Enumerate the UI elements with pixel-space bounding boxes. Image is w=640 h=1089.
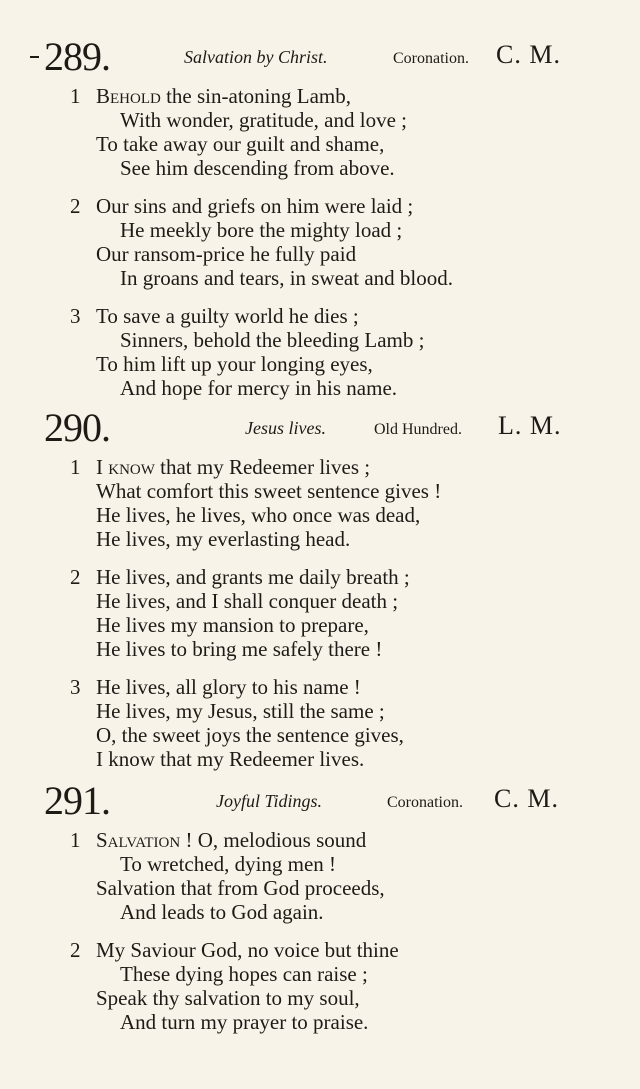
tune-name: Coronation. (393, 50, 469, 67)
verse-line: He lives my mansion to prepare, (96, 613, 369, 637)
meter: C. M. (496, 40, 561, 69)
verse-line: He lives, my Jesus, still the same ; (96, 699, 385, 723)
verse-line: 2 My Saviour God, no voice but thine (70, 938, 399, 962)
stanza-number: 1 (70, 84, 81, 108)
verse-line: 3 He lives, all glory to his name ! (70, 675, 361, 699)
verse-line: These dying hopes can raise ; (120, 962, 368, 986)
stanza-number: 2 (70, 194, 81, 218)
stanza-3 (0, 675, 640, 771)
meter: L. M. (498, 411, 562, 440)
tune-name: Coronation. (387, 794, 463, 811)
verse-line: He meekly bore the mighty load ; (120, 218, 403, 242)
verse-line: To wretched, dying men ! (120, 852, 337, 876)
hymn-header (0, 780, 640, 826)
verse-line: 2 He lives, and grants me daily breath ; (70, 565, 410, 589)
stanza-number: 3 (70, 304, 81, 328)
hymn-291 (0, 780, 640, 1034)
hymn-number: 290. (44, 405, 110, 450)
stanza-3 (0, 304, 640, 400)
stanza-2 (0, 938, 640, 1034)
hymn-number: 291. (44, 778, 110, 823)
first-word: Salvation (96, 828, 181, 852)
first-word: I know (96, 455, 155, 479)
tune-name: Old Hundred. (374, 421, 462, 438)
verse-line: See him descending from above. (120, 156, 395, 180)
stanza-number: 1 (70, 828, 81, 852)
verse-line: To take away our guilt and shame, (96, 132, 385, 156)
stanza-number: 2 (70, 938, 81, 962)
first-word: Behold (96, 84, 161, 108)
verse-line: Salvation that from God proceeds, (96, 876, 385, 900)
hymn-title: Salvation by Christ. (184, 47, 328, 67)
verse-line: He lives, he lives, who once was dead, (96, 503, 421, 527)
hymn-290 (0, 407, 640, 771)
hymn-number: 289. (44, 34, 110, 79)
stanza-1 (0, 84, 640, 180)
hymn-header (0, 407, 640, 453)
verse-line: 1 Salvation ! O, melodious sound (70, 828, 367, 852)
verse-line: I know that my Redeemer lives. (96, 747, 365, 771)
verse-line: And hope for mercy in his name. (120, 376, 398, 400)
hymn-289 (0, 36, 640, 400)
verse-line: Our ransom-price he fully paid (96, 242, 357, 266)
verse-line: 1 I know that my Redeemer lives ; (70, 455, 371, 479)
meter: C. M. (494, 784, 559, 813)
verse-line: 2 Our sins and griefs on him were laid ; (70, 194, 414, 218)
stanza-number: 1 (70, 455, 81, 479)
verse-line: To him lift up your longing eyes, (96, 352, 373, 376)
verse-line: And leads to God again. (120, 900, 324, 924)
margin-dash (30, 56, 39, 58)
verse-line: O, the sweet joys the sentence gives, (96, 723, 404, 747)
verse-line: Sinners, behold the bleeding Lamb ; (120, 328, 425, 352)
verse-line: With wonder, gratitude, and love ; (120, 108, 407, 132)
verse-line: In groans and tears, in sweat and blood. (120, 266, 453, 290)
verse-line: 1 Behold the sin-atoning Lamb, (70, 84, 351, 108)
stanza-number: 3 (70, 675, 81, 699)
verse-line: Speak thy salvation to my soul, (96, 986, 360, 1010)
stanza-2 (0, 565, 640, 661)
verse-line: And turn my prayer to praise. (120, 1010, 369, 1034)
stanza-number: 2 (70, 565, 81, 589)
hymn-title: Joyful Tidings. (216, 791, 323, 811)
stanza-1 (0, 455, 640, 551)
stanza-1 (0, 828, 640, 924)
stanza-2 (0, 194, 640, 290)
verse-line: 3 To save a guilty world he dies ; (70, 304, 359, 328)
hymn-header (0, 36, 640, 82)
verse-line: He lives, my everlasting head. (96, 527, 351, 551)
verse-line: What comfort this sweet sentence gives ! (96, 479, 442, 503)
verse-line: He lives to bring me safely there ! (96, 637, 383, 661)
hymn-title: Jesus lives. (245, 418, 326, 438)
verse-line: He lives, and I shall conquer death ; (96, 589, 399, 613)
